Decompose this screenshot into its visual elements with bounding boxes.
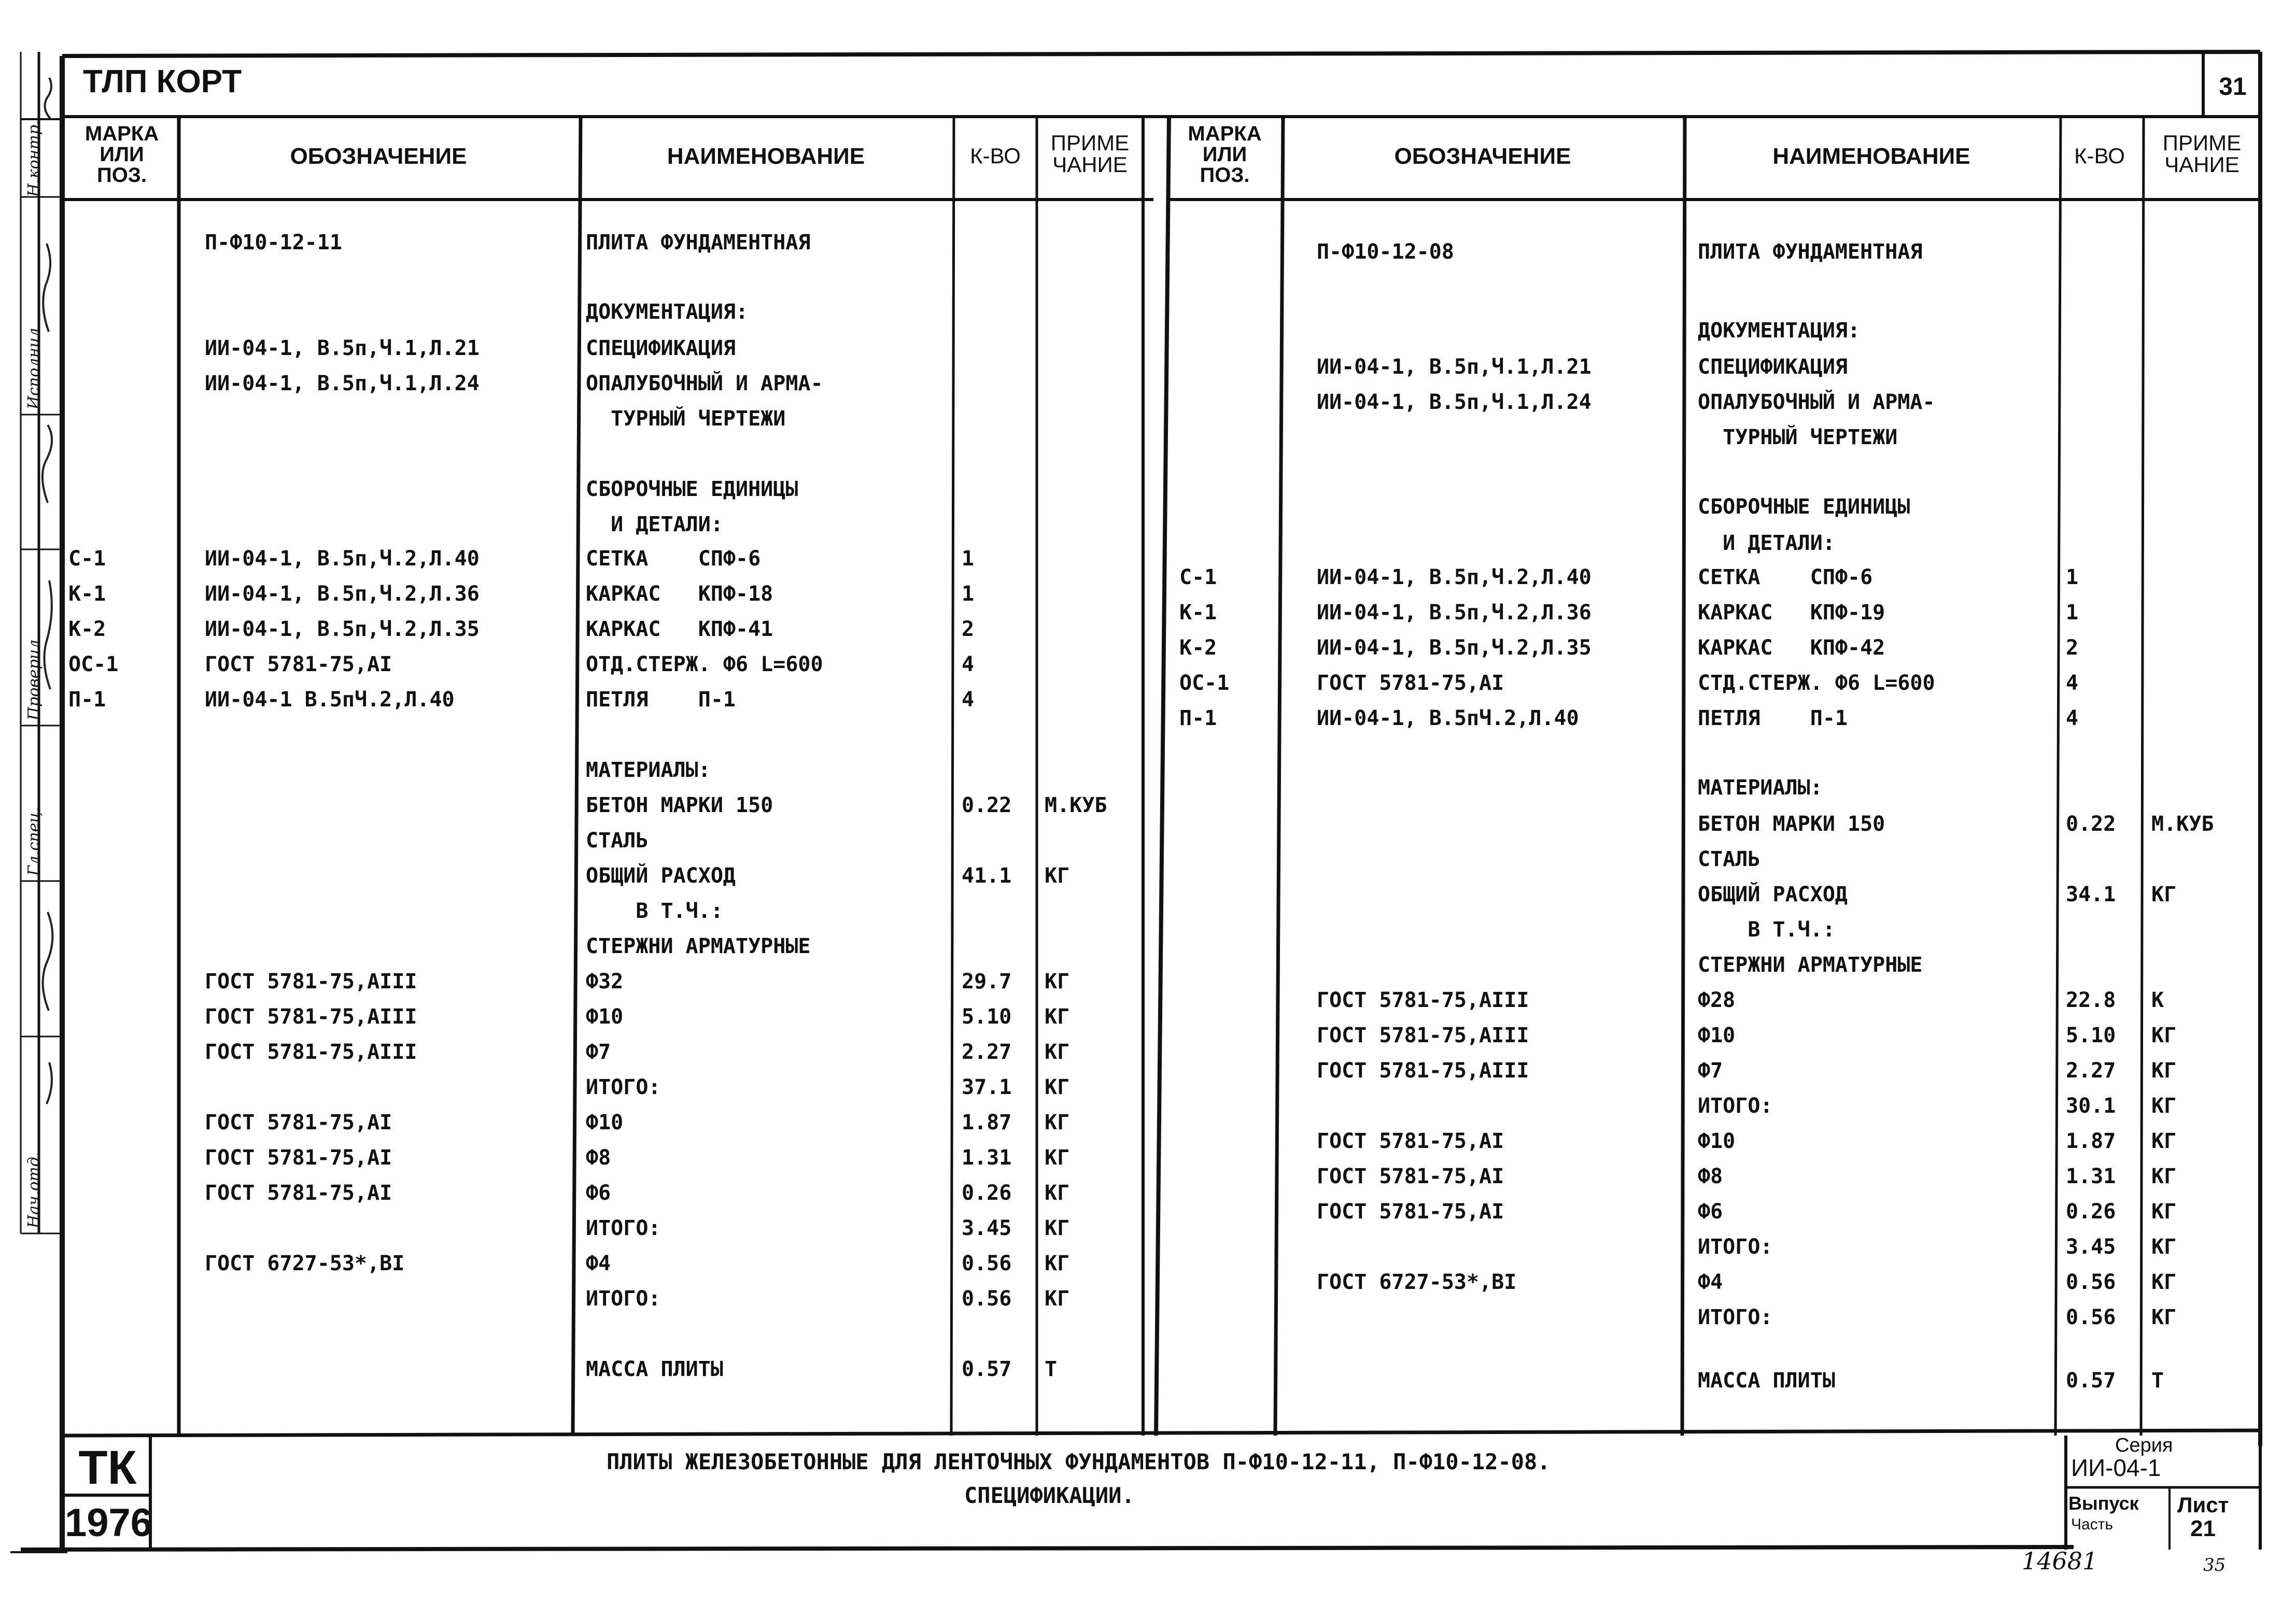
row-note: КГ (1045, 864, 1070, 888)
stamp-label-nkontr: Н.контр. (25, 120, 43, 197)
row-note: КГ (2151, 1129, 2177, 1153)
col-header-note-right: ПРИМЕ ЧАНИЕ (2162, 131, 2242, 177)
row-note: КГ (2151, 1235, 2177, 1259)
row-name: Ф4 (1698, 1270, 1723, 1294)
row-name: МАТЕРИАЛЫ: (1698, 776, 1823, 800)
row-qty: 1.87 (2066, 1129, 2116, 1153)
row-note: КГ (1045, 1075, 1070, 1099)
row-designation: ИИ-04-1, В.5п,Ч.1,Л.24 (1317, 390, 1591, 414)
row-qty: 0.26 (962, 1181, 1012, 1205)
row-name: В Т.Ч.: (586, 899, 723, 923)
col-header-name-left: НАИМЕНОВАНИЕ (667, 144, 865, 169)
row-name: СБОРОЧНЫЕ ЕДИНИЦЫ (1698, 495, 1910, 519)
row-qty: 0.22 (2066, 812, 2116, 836)
row-designation: ГОСТ 5781-75,AIII (1317, 1059, 1529, 1083)
row-qty: 4 (2066, 706, 2079, 730)
row-qty: 0.26 (2066, 1200, 2116, 1224)
drawing-title: ПЛИТЫ ЖЕЛЕЗОБЕТОННЫЕ ДЛЯ ЛЕНТОЧНЫХ ФУНДАМЕНТОВ П-Ф10-12-11, П-Ф10-12-08. (607, 1449, 1551, 1474)
row-qty: 4 (962, 652, 975, 676)
sheet-value: 21 (2190, 1516, 2216, 1541)
row-note: М.КУБ (1045, 793, 1107, 817)
row-name: ДОКУМЕНТАЦИЯ: (586, 300, 749, 324)
row-designation: ГОСТ 5781-75,AI (205, 1146, 392, 1170)
row-designation: ГОСТ 5781-75,AI (205, 652, 392, 676)
row-name: Ф10 (586, 1111, 624, 1134)
stamp-label-ispolnil: Исполнил (25, 328, 43, 409)
row-designation: П-Ф10-12-08 (1317, 240, 1454, 264)
row-qty: 1.31 (962, 1146, 1012, 1170)
row-designation: ГОСТ 5781-75,AIII (1317, 1024, 1529, 1047)
row-name: КАРКАС КПФ-19 (1698, 601, 1885, 624)
row-designation: ИИ-04-1, В.5п,Ч.1,Л.21 (1317, 355, 1591, 379)
col-header-designation-left: ОБОЗНАЧЕНИЕ (290, 144, 467, 169)
row-designation: ГОСТ 6727-53*,BI (205, 1252, 405, 1275)
row-designation: ИИ-04-1, В.5п,Ч.2,Л.40 (205, 547, 480, 571)
row-name: Ф8 (586, 1146, 611, 1170)
row-name: Ф7 (1698, 1059, 1723, 1083)
row-qty: 1.87 (962, 1111, 1012, 1134)
row-name: Ф4 (586, 1252, 611, 1275)
row-note: КГ (1045, 1287, 1070, 1311)
row-name: СТЕРЖНИ АРМАТУРНЫЕ (1698, 953, 1923, 977)
col-header-designation-right: ОБОЗНАЧЕНИЕ (1394, 144, 1571, 169)
row-name: ОБЩИЙ РАСХОД (1698, 883, 1848, 906)
row-designation: ГОСТ 5781-75,AI (1317, 671, 1504, 695)
row-designation: ГОСТ 6727-53*,BI (1317, 1270, 1517, 1294)
row-designation: ИИ-04-1, В.5п,Ч.1,Л.24 (205, 372, 480, 395)
row-qty: 30.1 (2066, 1094, 2116, 1118)
row-name: ИТОГО: (586, 1075, 661, 1099)
row-name: СПЕЦИФИКАЦИЯ (586, 336, 736, 360)
row-name: МАТЕРИАЛЫ: (586, 758, 711, 782)
row-mark: П-1 (1179, 706, 1217, 730)
col-header-qty-left: К-ВО (970, 144, 1021, 168)
row-qty: 5.10 (2066, 1024, 2116, 1047)
row-note: Т (1045, 1357, 1058, 1381)
row-designation: ИИ-04-1, В.5п,Ч.2,Л.40 (1317, 565, 1591, 589)
row-name: Ф6 (586, 1181, 611, 1205)
row-qty: 5.10 (962, 1005, 1012, 1029)
row-designation: ИИ-04-1, В.5п,Ч.2,Л.35 (205, 617, 480, 641)
row-designation: ГОСТ 5781-75,AIII (205, 970, 417, 993)
row-qty: 0.56 (2066, 1270, 2116, 1294)
row-mark: С-1 (68, 547, 106, 571)
col-header-name-right: НАИМЕНОВАНИЕ (1772, 144, 1970, 169)
row-qty: 22.8 (2066, 988, 2116, 1012)
row-mark: К-2 (1179, 636, 1217, 660)
row-name: СЕТКА СПФ-6 (586, 547, 761, 571)
row-designation: ИИ-04-1, В.5п,Ч.2,Л.36 (205, 582, 480, 606)
row-note: КГ (2151, 883, 2177, 906)
row-name: Ф32 (586, 970, 624, 993)
series-label: Серия (2115, 1435, 2173, 1456)
row-designation: ГОСТ 5781-75,AI (205, 1181, 392, 1205)
row-note: КГ (1045, 1252, 1070, 1275)
row-qty: 1 (962, 582, 975, 606)
row-mark: К-2 (68, 617, 106, 641)
row-name: ИТОГО: (586, 1216, 661, 1240)
row-name: ИТОГО: (586, 1287, 661, 1311)
row-name: И ДЕТАЛИ: (1698, 531, 1835, 555)
row-name: ПЛИТА ФУНДАМЕНТНАЯ (586, 231, 811, 254)
row-name: ПЛИТА ФУНДАМЕНТНАЯ (1698, 240, 1923, 264)
row-designation: ИИ-04-1, В.5п,Ч.1,Л.21 (205, 336, 480, 360)
row-mark: П-1 (68, 688, 106, 712)
row-qty: 1 (962, 547, 975, 571)
row-name: МАССА ПЛИТЫ (586, 1357, 723, 1381)
row-note: КГ (2151, 1200, 2177, 1224)
row-name: Ф28 (1698, 988, 1736, 1012)
col-header-qty-right: К-ВО (2074, 144, 2125, 168)
sheet-number: 31 (2219, 73, 2247, 101)
col-header-mark-left: МАРКА ИЛИ ПОЗ. (84, 122, 159, 187)
row-name: КАРКАС КПФ-42 (1698, 636, 1885, 660)
row-qty: 0.56 (962, 1252, 1012, 1275)
row-name: ИТОГО: (1698, 1305, 1773, 1329)
archive-number: 14681 (2022, 1547, 2098, 1575)
row-name: СТЕРЖНИ АРМАТУРНЫЕ (586, 934, 811, 958)
row-qty: 3.45 (962, 1216, 1012, 1240)
row-name: СТАЛЬ (586, 829, 649, 853)
row-designation: ГОСТ 5781-75,AIII (205, 1040, 417, 1064)
row-name: КАРКАС КПФ-18 (586, 582, 773, 606)
row-designation: ИИ-04-1 В.5пЧ.2,Л.40 (205, 688, 455, 712)
row-mark: ОС-1 (68, 652, 119, 676)
row-name: ОПАЛУБОЧНЫЙ И АРМА- (586, 372, 823, 395)
col-header-note-left: ПРИМЕ ЧАНИЕ (1050, 131, 1130, 177)
row-qty: 29.7 (962, 970, 1012, 993)
row-name: СТД.СТЕРЖ. Ф6 L=600 (1698, 671, 1935, 695)
row-name: БЕТОН МАРКИ 150 (586, 793, 773, 817)
issue-label: Выпуск (2068, 1493, 2139, 1514)
row-qty: 0.56 (962, 1287, 1012, 1311)
row-designation: ГОСТ 5781-75,AIII (1317, 988, 1529, 1012)
row-name: БЕТОН МАРКИ 150 (1698, 812, 1885, 836)
row-note: КГ (1045, 1040, 1070, 1064)
row-mark: С-1 (1179, 565, 1217, 589)
row-note: КГ (1045, 1216, 1070, 1240)
row-designation: ГОСТ 5781-75,AIII (205, 1005, 417, 1029)
row-name: ПЕТЛЯ П-1 (1698, 706, 1848, 730)
row-qty: 0.57 (2066, 1369, 2116, 1393)
stamp-label-glspec: Гл.спец. (25, 807, 43, 876)
row-designation: ИИ-04-1, В.5пЧ.2,Л.40 (1317, 706, 1579, 730)
row-note: КГ (1045, 1146, 1070, 1170)
row-qty: 2.27 (2066, 1059, 2116, 1083)
row-qty: 37.1 (962, 1075, 1012, 1099)
row-qty: 4 (2066, 671, 2079, 695)
row-qty: 0.57 (962, 1357, 1012, 1381)
row-designation: ИИ-04-1, В.5п,Ч.2,Л.36 (1317, 601, 1591, 624)
row-note: КГ (2151, 1059, 2177, 1083)
row-name: В Т.Ч.: (1698, 918, 1835, 942)
row-name: СТАЛЬ (1698, 847, 1760, 871)
stamp-label-nachotd: Нач.отд. (25, 1152, 43, 1228)
row-qty: 1 (2066, 565, 2079, 589)
row-mark: К-1 (68, 582, 106, 606)
row-designation: ИИ-04-1, В.5п,Ч.2,Л.35 (1317, 636, 1591, 660)
row-name: Ф8 (1698, 1165, 1723, 1188)
row-designation: ГОСТ 5781-75,AI (1317, 1129, 1504, 1153)
row-name: ОТД.СТЕРЖ. Ф6 L=600 (586, 652, 823, 676)
row-designation: П-Ф10-12-11 (205, 231, 342, 254)
page-mark: 35 (2203, 1555, 2226, 1575)
row-note: КГ (2151, 1024, 2177, 1047)
sheet-label: Лист (2177, 1493, 2229, 1517)
row-name: СЕТКА СПФ-6 (1698, 565, 1873, 589)
row-name: ОБЩИЙ РАСХОД (586, 864, 736, 888)
row-qty: 2.27 (962, 1040, 1012, 1064)
row-qty: 2 (962, 617, 975, 641)
row-note: КГ (2151, 1305, 2177, 1329)
col-header-mark-right: МАРКА ИЛИ ПОЗ. (1188, 122, 1262, 187)
year-mark: 1976 (65, 1501, 153, 1545)
row-name: МАССА ПЛИТЫ (1698, 1369, 1835, 1393)
row-mark: ОС-1 (1179, 671, 1230, 695)
tk-mark: ТК (78, 1441, 137, 1494)
row-note: КГ (1045, 1005, 1070, 1029)
row-note: КГ (2151, 1094, 2177, 1118)
row-name: Ф10 (1698, 1129, 1736, 1153)
drawing-subtitle: СПЕЦИФИКАЦИИ. (964, 1483, 1135, 1508)
row-designation: ГОСТ 5781-75,AI (1317, 1165, 1504, 1188)
row-note: КГ (2151, 1165, 2177, 1188)
row-designation: ГОСТ 5781-75,AI (1317, 1200, 1504, 1224)
row-designation: ГОСТ 5781-75,AI (205, 1111, 392, 1134)
series-value: ИИ-04-1 (2071, 1454, 2161, 1481)
row-qty: 0.22 (962, 793, 1012, 817)
row-qty: 2 (2066, 636, 2079, 660)
row-note: Т (2151, 1369, 2164, 1393)
row-name: ДОКУМЕНТАЦИЯ: (1698, 319, 1861, 343)
row-name: ТУРНЫЙ ЧЕРТЕЖИ (1698, 425, 1898, 449)
row-qty: 3.45 (2066, 1235, 2116, 1259)
row-qty: 4 (962, 688, 975, 712)
row-name: ИТОГО: (1698, 1235, 1773, 1259)
row-qty: 41.1 (962, 864, 1012, 888)
signature-marks (0, 0, 67, 1244)
row-name: Ф6 (1698, 1200, 1723, 1224)
row-qty: 1.31 (2066, 1165, 2116, 1188)
row-name: СПЕЦИФИКАЦИЯ (1698, 355, 1848, 379)
stamp-label-proveril: Проверил (25, 639, 43, 720)
row-name: Ф10 (586, 1005, 624, 1029)
row-note: КГ (1045, 1181, 1070, 1205)
row-note: КГ (1045, 1111, 1070, 1134)
row-name: КАРКАС КПФ-41 (586, 617, 773, 641)
row-name: ИТОГО: (1698, 1094, 1773, 1118)
row-mark: К-1 (1179, 601, 1217, 624)
row-qty: 1 (2066, 601, 2079, 624)
row-qty: 34.1 (2066, 883, 2116, 906)
row-name: ОПАЛУБОЧНЫЙ И АРМА- (1698, 390, 1935, 414)
row-note: КГ (1045, 970, 1070, 993)
row-name: СБОРОЧНЫЕ ЕДИНИЦЫ (586, 477, 798, 501)
row-name: Ф10 (1698, 1024, 1736, 1047)
org-title: ТЛП КОРТ (83, 64, 242, 100)
row-qty: 0.56 (2066, 1305, 2116, 1329)
row-name: Ф7 (586, 1040, 611, 1064)
row-note: КГ (2151, 1270, 2177, 1294)
row-name: И ДЕТАЛИ: (586, 513, 723, 536)
row-note: М.КУБ (2151, 812, 2214, 836)
row-name: ПЕТЛЯ П-1 (586, 688, 736, 712)
part-label: Часть (2071, 1516, 2114, 1533)
row-note: К (2151, 988, 2164, 1012)
row-name: ТУРНЫЙ ЧЕРТЕЖИ (586, 407, 786, 431)
